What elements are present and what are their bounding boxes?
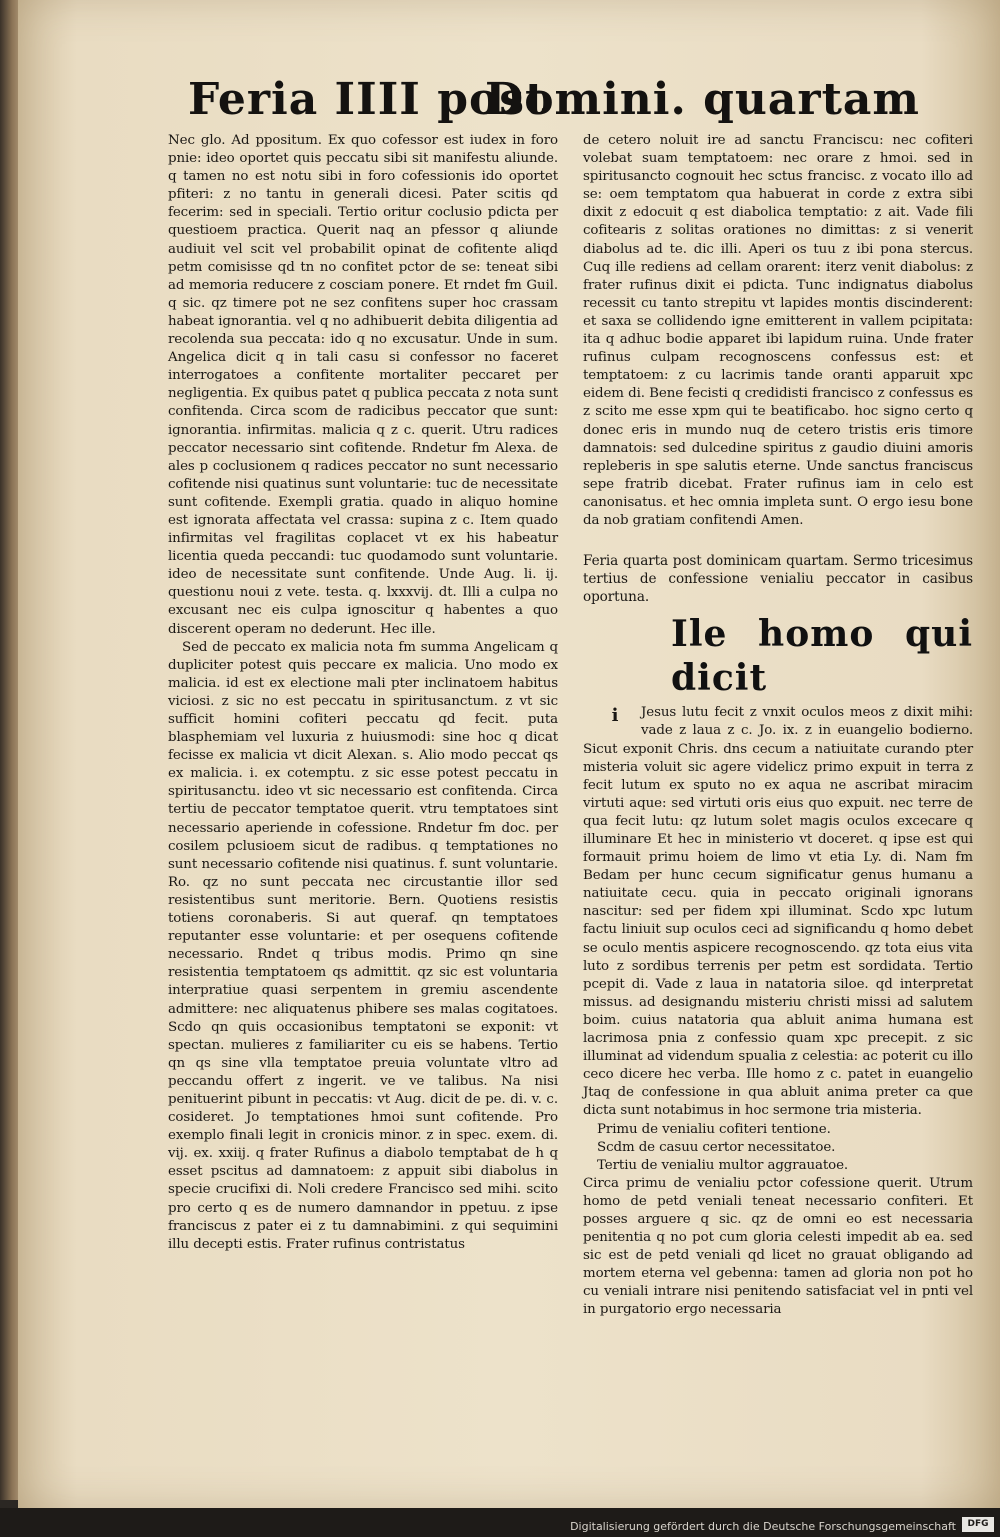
right-paragraph-intro: de cetero noluit ire ad sanctu Franciscu: nec cofiteri volebat suam temptatoem: nec orare z hmoi. sed in spiritusancto cognouit hec sctus francisc. z vocato illo ad se: oem temptatom qua habuerat in corde z extra sibi dixit z edocuit q est diabolica temptatio: z ait. Vade fili cofitearis z solitas orationes no dimittas: z si venerit diabolus ad te. dic illi. Aperi os tuu z ibi pona stercus. Cuq ille rediens ad cellam orarent: iterz venit diabolus: z frater rufinus dixit ei pdicta. Tunc indignatus diabolus recessit cu tanto strepitu vt lapides montis discinderent: et saxa se collidendo igne emitterent in vallem pcipitata: ita q adhuc bodie apparet ibi lapidum ruina. Unde frater rufinus culpam recognoscens confessus est: et temptatoem: z cu lacrimis tande oranti apparuit xpc eidem di. Bene fecisti q credidisti francisco z confessus es z scito me esse xpm qui te beatificabo. hoc signo certo q donec eris in mundo nuq de cetero tristis eris timore damnatois: sed dulcedine spiritus z gaudio diuini amoris repleberis in spe salutis eterne. Unde sanctus franciscus sepe fratrib dicebat. Frater rufinus iam in celo est canonisatus. et hec omnia impleta sunt. O ergo iesu bone da nob gratiam confitendi Amen. [583,133,973,528]
running-head-right: Domini. quartam [485,74,920,125]
printed-page [18,0,1000,1508]
left-paragraph-1: Nec glo. Ad ppositum. Ex quo cofessor est iudex in foro pnie: ideo oportet quis peccatu sibi sit manifestu aliunde. q tamen no est notu sibi in foro cofessionis ido oportet pfiteri: z no tantu in generali dicesi. Pater scitis qd fecerim: sed in speciali. Tertio oritur coclusio pdicta per questioem practica. Querit naq an pfessor q aliunde audiuit vel scit vel probabilit opinat de cofitente aliqd petm comisisse qd tn no confitet pctor de se: teneat sibi ad memoria reducere z cosciam ponere. Et rndet fm Guil. q sic. qz timere pot ne sez confitens super hoc crassam habeat ignorantia. vel q no adhibuerit debita diligentia ad recolenda sua peccata: ido q no excusatur. Unde in sum. Angelica dicit q in tali casu si confessor no faceret interrogatoes a confitente mortaliter peccaret per negligentia. Ex quibus patet q publica peccata z nota sunt confitenda. Circa scom de radicibus peccator que sunt: ignorantia. infirmitas. malicia q z c. querit. Utru radices peccator necessario sint cofitende. Rndetur fm Alexa. de ales p coclusionem q radices peccator no sunt necessario cofitende nisi quatinus sunt voluntarie: tuc de necessitate sunt cofitende. Exempli gratia. quado in aliquo homine est ignorata affectata vel crassa: supina z c. Item quado infirmitas vel fragilitas coplacet vt ex his habeatur licentia queda peccandi: tuc quodamodo sunt voluntarie. ideo de necessitate sunt confitende. Unde Aug. li. ij. questionu noui z vete. testa. q. lxxxvij. dt. Illi a culpa no excusant nec eis culpa ignoscitur q habentes a quo discerent operam no dederunt. Hec ille. [168,133,558,637]
division-1: Primu de venialiu cofiteri tentione. [597,1121,831,1137]
incipit-title: Ile homo qui dicit [671,613,973,700]
initial-letter: i [611,705,619,727]
left-paragraph-2: Sed de peccato ex malicia nota fm summa Angelicam q dupliciter potest quis peccare ex malicia. Uno modo ex malicia. id est ex electione mali pter inclinatoem habitus viciosi. z sic no est peccatu in spiritusanctum. z vt sic sufficit homini cofiteri peccatu qd fecit. puta blasphemiam vel luxuria z huiusmodi: sine hoc q dicat fecisse ex malicia vt dicit Alexan. s. Alio modo peccat qs ex malicia. i. ex cotemptu. z sic esse potest peccatu in spiritusanctu. ideo vt sic necessario est confitenda. Circa tertiu de peccator temptatoe querit. vtru temptatoes sint necessario aperiende in cofessione. Rndetur fm doc. per cosilem pclusioem sicut de radibus. q temptationes no sunt necessario cofitende nisi quatinus. f. sunt voluntarie. Ro. qz no sunt peccata nec circustantie illor sed resistentibus sunt meritorie. Bern. Quotiens resistis totiens coronaberis. Si aut queraf. qn temptatoes reputanter esse voluntarie: et per osequens cofitende necessario. Rndet q tribus modis. Primo qn sine resistentia temptatoem qs admittit. qz sic est voluntaria interpratiue quasi serpentem in gremiu ascendente admittere: nec aliquatenus phibere ses malas cogitatoes. Scdo qn quis occasionibus temptatoni se exponit: vt spectan. mulieres z familiariter cu eis se habens. Tertio qn qs sine vlla temptatoe preuia voluntate vltro ad peccandu offert z ingerit. ve ve talibus. Na nisi penituerint pibunt in peccatis: vt Aug. dicit de pe. di. v. c. cosideret. Jo temptationes hmoi sunt cofitende. Pro exemplo finali legit in cronicis minor. z in spec. exem. di. vij. ex. xxiij. q frater Rufinus a diabolo temptabat de h q esset pscitus ad damnatoem: z appuit sibi diabolus in specie crucifixi di. Noli credere Francisco sed mihi. scito pro certo q es de numero damnandor in ppetuu. z ipse franciscus z pater ei z tu damnabimini. z qui sequimini illu decepti estis. Frater rufinus contristatus [168,639,558,1252]
footer-credit: Digitalisierung gefördert durch die Deutsche Forschungsgemeinschaft [570,1520,956,1533]
running-head-left: Feria IIII post [188,74,547,125]
right-body-text: Jesus lutu fecit z vnxit oculos meos z dixit mihi: vade z laua z c. Jo. ix. z in euangelio bodierno. Sicut exponit Chris. dns cecum a natiuitate curando pter misteria voluit sic agere videlicz primo expuit in terra z fecit lutum ex sputo no ex aqua ne ascribat miracim virtuti aque: sed virtuti oris eius quo expuit. nec terre de qua fecit lutu: qz lutum solet magis oculos excecare q illuminare Et hec in ministerio vt doceret. q ipse est qui formauit primu hoiem de limo vt etia Ly. di. Nam fm Bedam per hunc cecum significatur genus humanu a natiuitate cecu. quia in peccato originali ignorans nascitur: sed per fidem xpi illuminat. Scdo xpc lutum factu liniuit sup oculos ceci ad significandu q homo debet se oculo mentis aspicere recognoscendo. qz tota eius vita luto z sordibus terrenis per petm est sordidata. Tertio pcepit di. Vade z laua in natatoria siloe. qd interpretat missus. ad designandu misteriu christi missi ad salutem boim. cuius natatoria qua abluit anima humana est lacrimosa pnia z confessio quam xpc precepit. z sic illuminat ad videndum spualia z celestia: ac poterit cu illo ceco dicere hec verba. Ille homo z c. patet in euangelio Jtaq de confessione in qua abluit anima preter ca que dicta sunt notabimus in hoc sermone tria misteria. [583,705,973,1119]
division-2: Scdm de casuu certor necessitatoe. [597,1139,836,1155]
left-column [168,132,558,1254]
division-3: Tertiu de venialiu multor aggrauatoe. [597,1157,849,1173]
right-paragraph-final: Circa primu de venialiu pctor cofessione querit. Utrum homo de petd veniali teneat necessario confiteri. Et posses arguere q sic. qz de omni eo est necessaria penitentia q no pot cum gloria celesti impedit ab ea. sed sic est de petd veniali qd licet no grauat obligando ad mortem eterna vel gebenna: tamen ad gloria non pot ho cu veniali intrare nisi penitendo satisfaciat vel in pnti vel in purgatorio ergo necessaria [583,1175,973,1318]
dfg-logo: DFG [962,1517,994,1532]
sermon-heading: Feria quarta post dominicam quartam. Sermo tricesimus tertius de confessione venialiu peccator in casibus oportuna. [583,553,973,606]
right-paragraph-body [583,704,973,1120]
right-column [583,132,973,1320]
running-head [188,74,920,134]
